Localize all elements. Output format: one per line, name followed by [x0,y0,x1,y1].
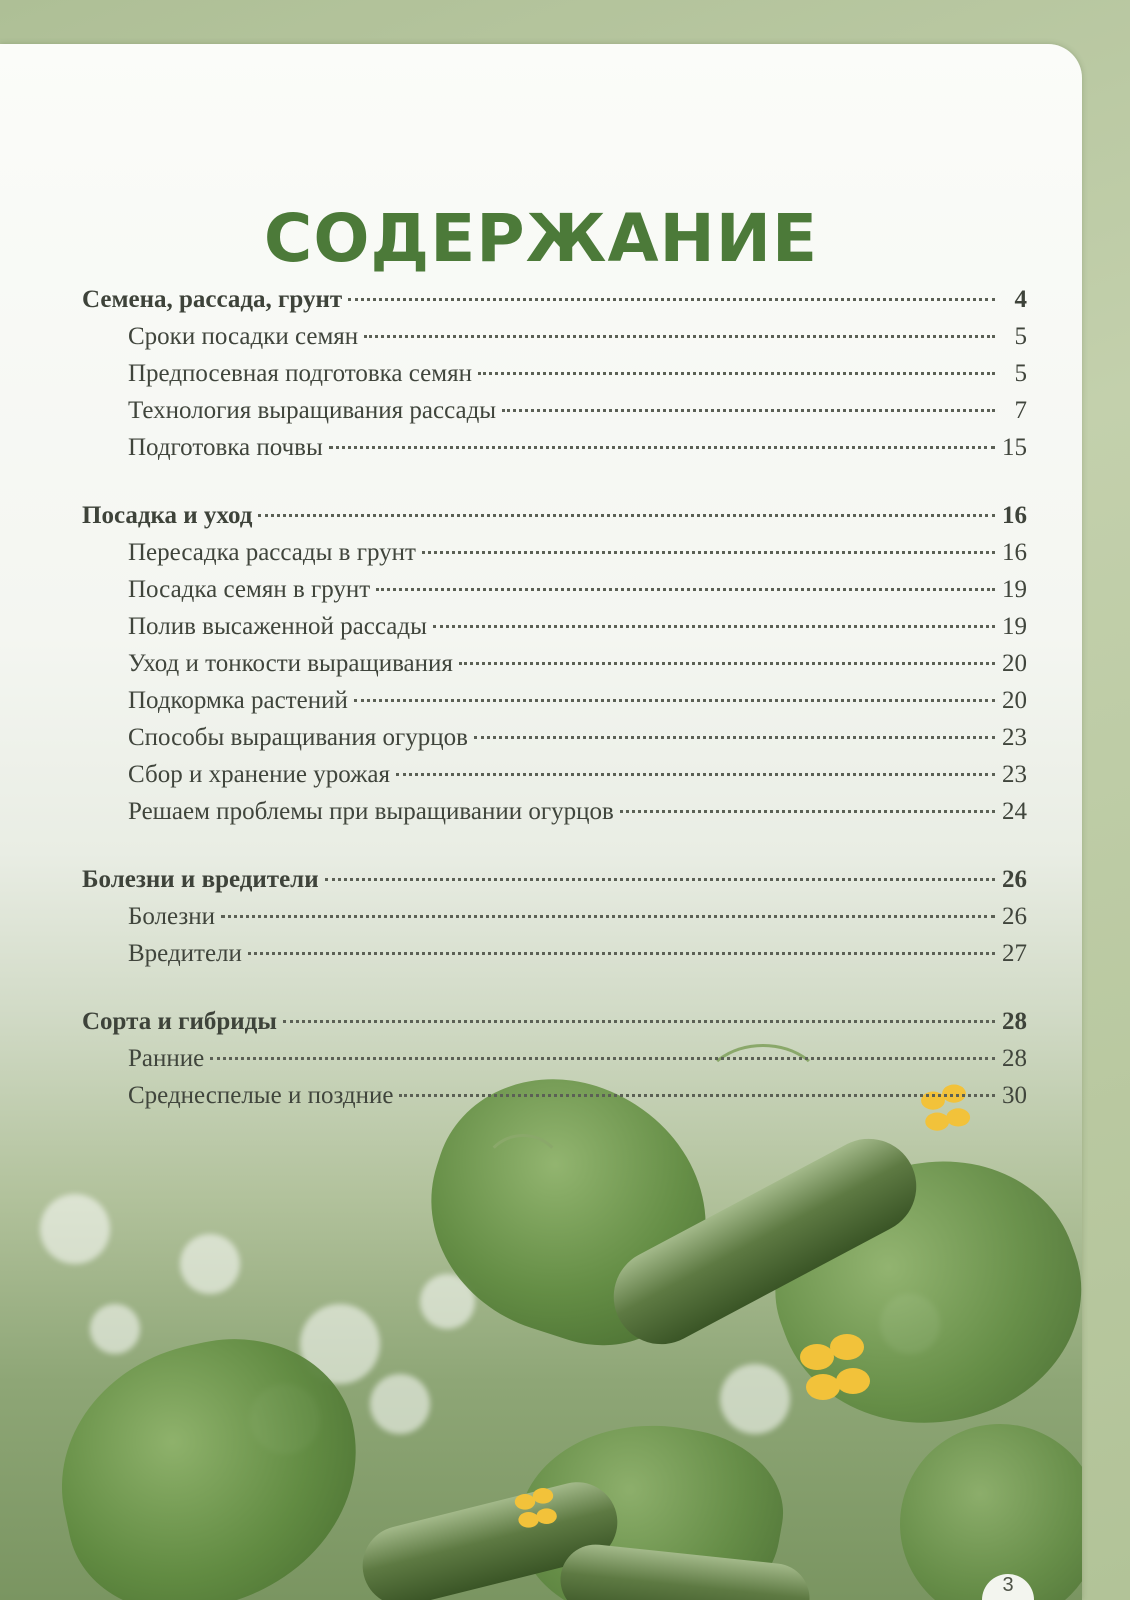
toc-leader-dots [210,1057,995,1060]
toc-heading[interactable] [82,502,1027,539]
toc-label: Ранние [128,1045,205,1072]
toc-leader-dots [221,915,995,918]
toc-leader-dots [325,878,995,881]
toc-label: Посадка семян в грунт [128,576,371,603]
toc-leader-dots [376,588,995,591]
page-title: СОДЕРЖАНИЕ [263,200,819,278]
toc-label: Сбор и хранение урожая [128,761,390,788]
toc-leader-dots [433,625,995,628]
page-number: 3 [982,1574,1034,1600]
toc-leader-dots [459,662,995,665]
toc-leader-dots [258,514,995,517]
toc-label: Подкормка растений [128,687,348,714]
toc-leader-dots [422,551,995,554]
toc-page-number: 7 [1014,397,1027,424]
toc-leader-dots [283,1020,995,1023]
toc-page-number: 20 [1002,687,1027,714]
toc-page-number: 5 [1014,323,1027,350]
toc-label: Вредители [128,940,242,967]
toc-label: Болезни и вредители [82,866,319,893]
table-of-contents [82,286,1027,1150]
toc-page-number: 15 [1002,434,1027,461]
toc-item[interactable] [82,940,1027,977]
toc-page-number: 16 [1002,502,1027,529]
toc-label: Решаем проблемы при выращивании огурцов [128,798,614,825]
toc-page-number: 26 [1002,903,1027,930]
toc-leader-dots [478,372,995,375]
toc-label: Технология выращивания рассады [128,397,497,424]
toc-page-number: 19 [1002,576,1027,603]
toc-leader-dots [474,736,995,739]
toc-page-number: 26 [1002,866,1027,893]
toc-item[interactable] [82,613,1027,650]
toc-label: Предпосевная подготовка семян [128,360,472,387]
toc-label: Среднеспелые и поздние [128,1082,394,1109]
toc-page-number: 16 [1002,539,1027,566]
toc-section [82,286,1027,471]
toc-label: Полив высаженной рассады [128,613,427,640]
toc-label: Пересадка рассады в грунт [128,539,416,566]
toc-leader-dots [399,1094,995,1097]
toc-page-number: 24 [1002,798,1027,825]
toc-item[interactable] [82,576,1027,613]
toc-page-number: 28 [1002,1008,1027,1035]
toc-leader-dots [329,446,995,449]
toc-page-number: 23 [1002,761,1027,788]
toc-heading[interactable] [82,286,1027,323]
toc-item[interactable] [82,434,1027,471]
toc-leader-dots [364,335,995,338]
toc-heading[interactable] [82,1008,1027,1045]
toc-section [82,502,1027,835]
toc-label: Уход и тонкости выращивания [128,650,453,677]
toc-page-number: 27 [1002,940,1027,967]
toc-page-number: 4 [1014,286,1027,313]
toc-item[interactable] [82,539,1027,576]
toc-leader-dots [396,773,995,776]
toc-item[interactable] [82,397,1027,434]
toc-page-number: 19 [1002,613,1027,640]
toc-leader-dots [620,810,995,813]
toc-page-number: 30 [1002,1082,1027,1109]
toc-item[interactable] [82,1045,1027,1082]
toc-section [82,866,1027,977]
toc-label: Подготовка почвы [128,434,323,461]
toc-label: Способы выращивания огурцов [128,724,468,751]
toc-label: Посадка и уход [82,502,253,529]
toc-label: Семена, рассада, грунт [82,286,343,313]
toc-heading[interactable] [82,866,1027,903]
toc-page-number: 20 [1002,650,1027,677]
toc-label: Сроки посадки семян [128,323,359,350]
toc-label: Болезни [128,903,216,930]
toc-item[interactable] [82,903,1027,940]
toc-leader-dots [248,952,995,955]
toc-item[interactable] [82,798,1027,835]
toc-page-number: 5 [1014,360,1027,387]
toc-item[interactable] [82,724,1027,761]
page-panel [0,44,1082,1600]
toc-leader-dots [354,699,995,702]
toc-item[interactable] [82,687,1027,724]
toc-leader-dots [348,298,995,301]
toc-item[interactable] [82,761,1027,798]
toc-section [82,1008,1027,1119]
toc-item[interactable] [82,1082,1027,1119]
toc-page-number: 23 [1002,724,1027,751]
toc-page-number: 28 [1002,1045,1027,1072]
toc-item[interactable] [82,323,1027,360]
toc-item[interactable] [82,360,1027,397]
toc-item[interactable] [82,650,1027,687]
toc-leader-dots [502,409,995,412]
toc-label: Сорта и гибриды [82,1008,277,1035]
